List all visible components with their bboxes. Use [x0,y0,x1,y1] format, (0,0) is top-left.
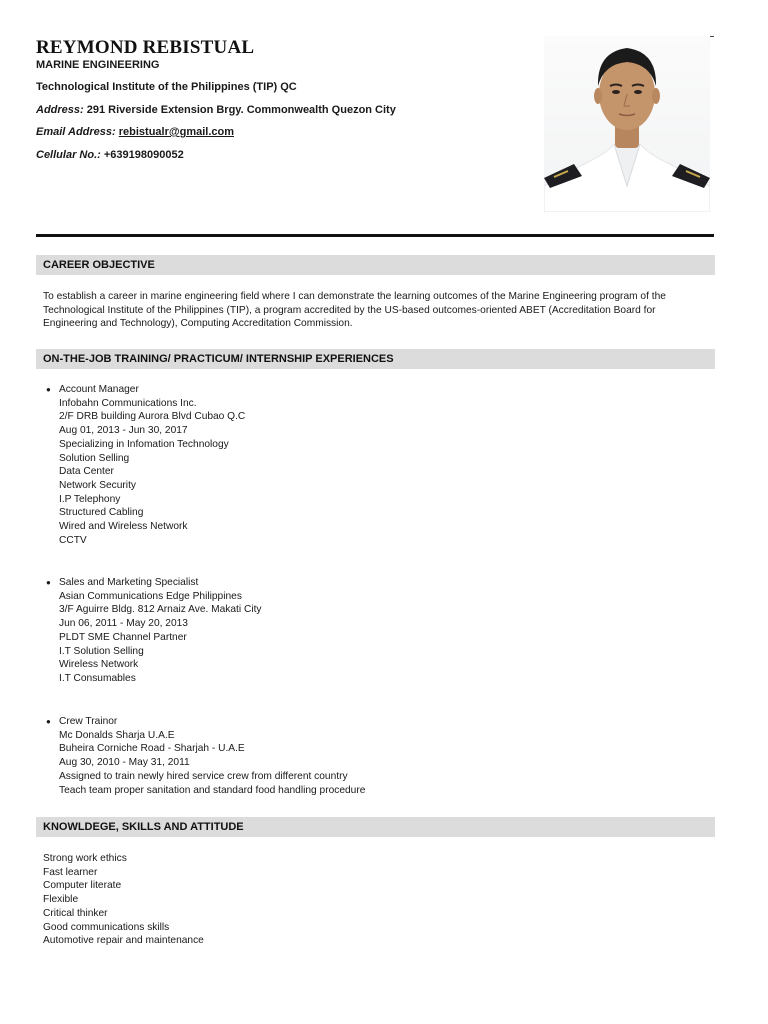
job-detail: I.P Telephony [59,493,121,505]
bullet-icon: ● [46,578,51,587]
job-detail: Wireless Network [59,659,139,671]
job-detail: CCTV [59,534,87,546]
job-detail: Wired and Wireless Network [59,521,188,533]
phone-line [36,149,184,161]
skill-item: Good communications skills [43,921,170,933]
job-detail: Structured Cabling [59,507,144,519]
experience-entry [46,576,262,686]
job-detail: PLDT SME Channel Partner [59,631,187,643]
job-address: Buheira Corniche Road - Sharjah - U.A.E [59,743,245,755]
skills-list [43,852,204,948]
job-address: 2/F DRB building Aurora Blvd Cubao Q.C [59,411,246,423]
section-header-experience: ON-THE-JOB TRAINING/ PRACTICUM/ INTERNSHIP EXPERIENCES [36,349,715,369]
job-detail: Data Center [59,466,114,478]
experience-entry [46,715,365,797]
job-company: Mc Donalds Sharja U.A.E [59,729,175,741]
skill-item: Automotive repair and maintenance [43,935,204,947]
job-address: 3/F Aguirre Bldg. 812 Arnaiz Ave. Makati City [59,604,262,616]
job-company: Asian Communications Edge Philippines [59,590,242,602]
job-company: Infobahn Communications Inc. [59,397,197,409]
portrait-illustration [544,36,710,212]
phone-value: +639198090052 [103,149,184,161]
bullet-icon: ● [46,385,51,394]
address-line [36,104,396,116]
job-detail: Assigned to train newly hired service crew from different country [59,770,348,782]
job-title: Crew Trainor [59,716,118,727]
course-title: MARINE ENGINEERING [36,59,160,71]
applicant-name: REYMOND REBISTUAL [36,37,255,58]
job-title: Account Manager [59,384,139,395]
experience-item [46,715,365,797]
skill-item: Computer literate [43,880,122,892]
skill-item: Strong work ethics [43,853,127,864]
bullet-icon: ● [46,717,51,726]
experience-entry [46,383,245,547]
email-link[interactable]: rebistualr@gmail.com [118,126,235,138]
profile-photo [544,36,710,212]
job-detail: Teach team proper sanitation and standard food handling procedure [59,784,366,796]
skill-item: Flexible [43,894,79,906]
skill-item: Critical thinker [43,907,108,919]
experience-item [46,383,245,547]
section-header-career-objective: CAREER OBJECTIVE [36,255,715,275]
address-value: 291 Riverside Extension Brgy. Commonwealth Quezon City [86,104,396,116]
job-title: Sales and Marketing Specialist [59,577,199,588]
phone-label: Cellular No.: [36,149,101,161]
job-detail: Specializing in Infomation Technology [59,438,229,450]
job-detail: I.T Consumables [59,672,136,684]
job-dates: Jun 06, 2011 - May 20, 2013 [59,618,188,630]
header-divider [36,234,714,237]
job-detail: Network Security [59,479,136,491]
section-header-skills: KNOWLDEGE, SKILLS AND ATTITUDE [36,817,715,837]
school-name: Technological Institute of the Philippines (TIP) QC [36,81,297,93]
job-dates: Aug 01, 2013 - Jun 30, 2017 [59,425,188,437]
job-dates: Aug 30, 2010 - May 31, 2011 [59,757,190,769]
email-label: Email Address: [36,126,116,138]
experience-item [46,576,262,686]
skill-item: Fast learner [43,866,98,878]
career-objective-text: To establish a career in marine engineering field where I can demonstrate the learning outcomes of the Marine Engineering program of the Technological Institute of the Philippines (TIP), a program accredited by the US-based outcomes-oriented ABET (Accreditation Board for Engineering and Technology), Computing Accreditation Commission. [43,291,666,330]
address-label: Address: [36,104,84,116]
email-line [36,126,234,138]
job-detail: Solution Selling [59,452,130,464]
job-detail: I.T Solution Selling [59,645,144,657]
